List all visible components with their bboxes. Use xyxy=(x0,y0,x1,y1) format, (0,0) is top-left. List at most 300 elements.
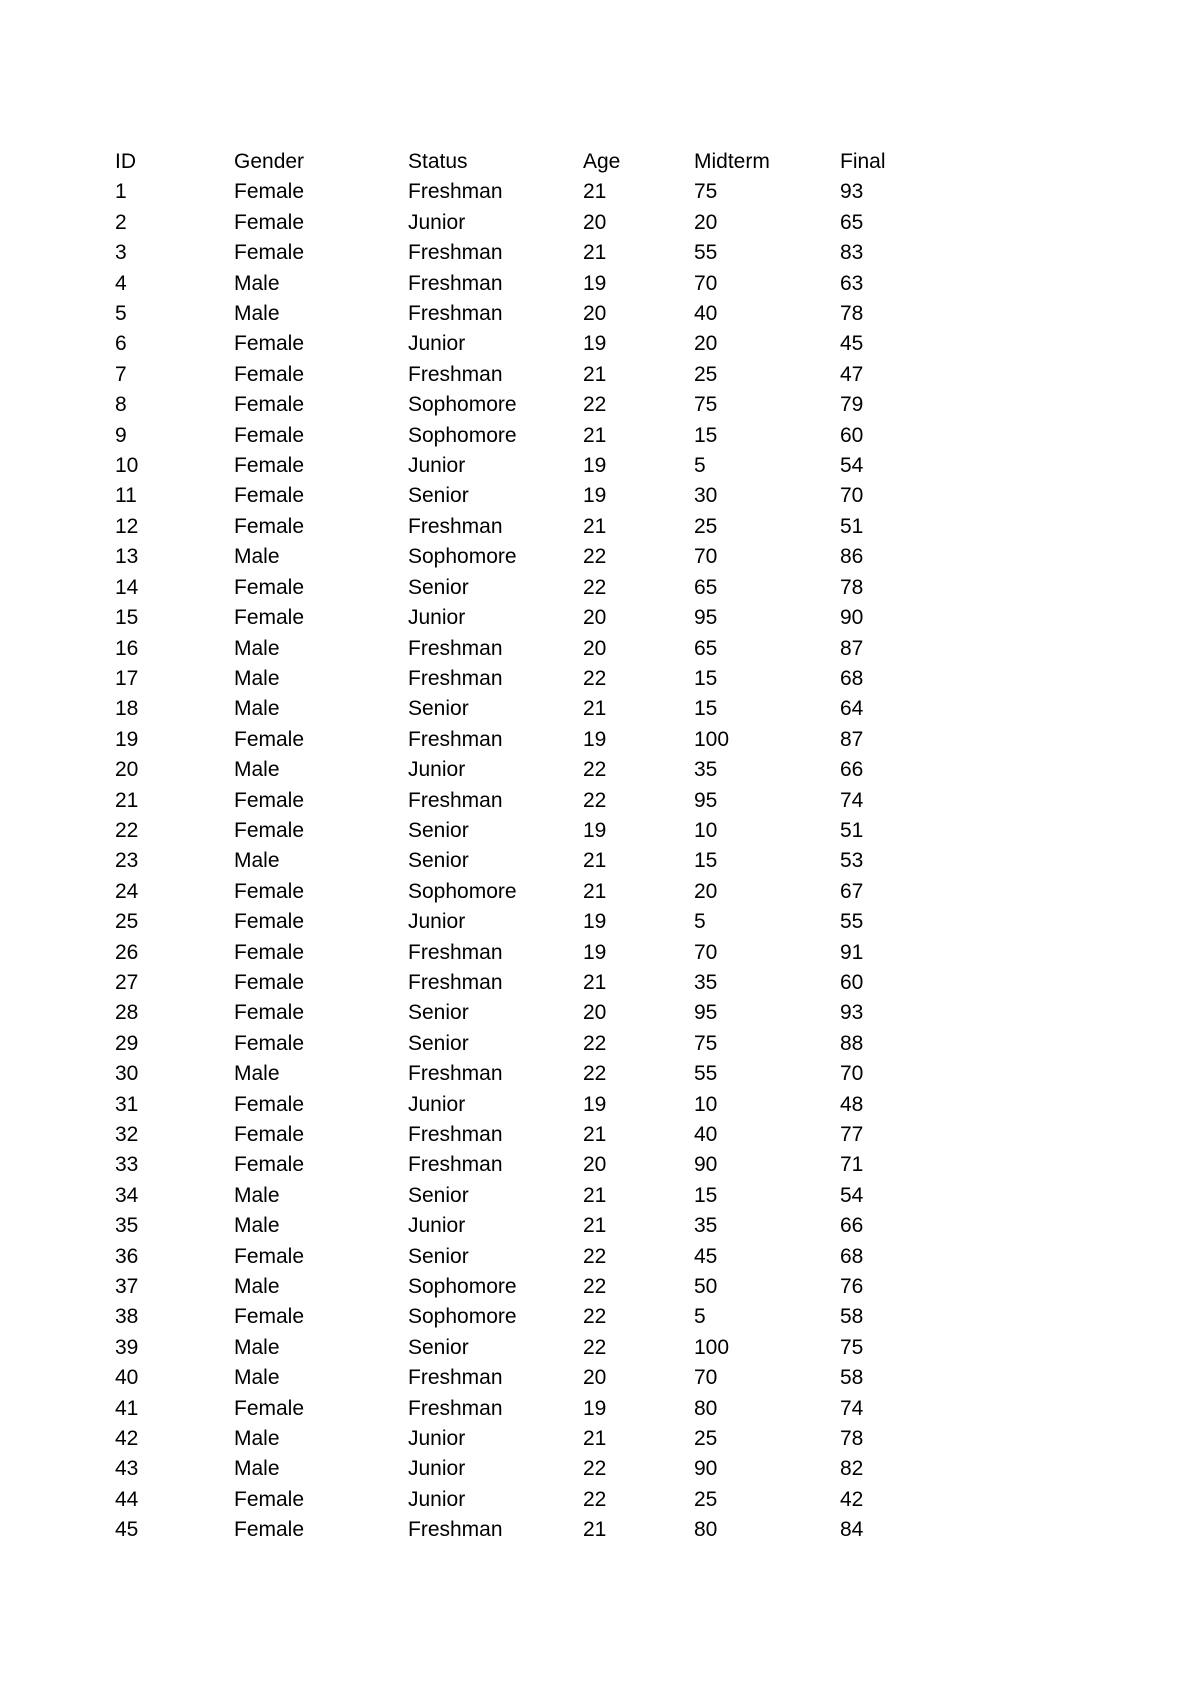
cell-age: 19 xyxy=(583,818,607,842)
cell-gender: Female xyxy=(234,241,305,265)
cell-gender: Female xyxy=(234,484,305,508)
cell-age: 22 xyxy=(583,1487,607,1511)
cell-final: 58 xyxy=(840,1305,864,1329)
cell-status: Freshman xyxy=(408,1366,503,1390)
cell-id: 20 xyxy=(115,758,139,782)
table-row xyxy=(115,1090,960,1120)
table-row xyxy=(115,634,960,664)
cell-id: 6 xyxy=(115,332,127,356)
cell-status: Junior xyxy=(408,1487,466,1511)
header-age: Age xyxy=(583,150,621,173)
header-gender: Gender xyxy=(234,150,305,173)
cell-age: 19 xyxy=(583,332,607,356)
cell-final: 78 xyxy=(840,575,864,599)
cell-final: 70 xyxy=(840,1062,864,1086)
cell-gender: Female xyxy=(234,818,305,842)
cell-final: 78 xyxy=(840,302,864,326)
cell-gender: Male xyxy=(234,271,280,295)
cell-id: 30 xyxy=(115,1062,139,1086)
cell-midterm: 20 xyxy=(694,879,718,903)
cell-status: Senior xyxy=(408,1031,469,1055)
cell-gender: Male xyxy=(234,849,280,873)
cell-midterm: 40 xyxy=(694,302,718,326)
cell-id: 3 xyxy=(115,241,127,265)
cell-age: 20 xyxy=(583,1366,607,1390)
cell-age: 20 xyxy=(583,1001,607,1025)
cell-midterm: 95 xyxy=(694,1001,718,1025)
cell-gender: Male xyxy=(234,1335,280,1359)
cell-status: Freshman xyxy=(408,180,503,204)
cell-age: 20 xyxy=(583,606,607,630)
cell-age: 22 xyxy=(583,393,607,417)
cell-age: 22 xyxy=(583,575,607,599)
cell-status: Freshman xyxy=(408,1153,503,1177)
cell-midterm: 70 xyxy=(694,545,718,569)
cell-status: Senior xyxy=(408,1001,469,1025)
header-final: Final xyxy=(840,150,886,173)
table-row xyxy=(115,664,960,694)
cell-midterm: 5 xyxy=(694,1305,706,1329)
table-row xyxy=(115,998,960,1028)
cell-final: 68 xyxy=(840,666,864,690)
cell-final: 76 xyxy=(840,1275,864,1299)
cell-midterm: 45 xyxy=(694,1244,718,1268)
table-row xyxy=(115,542,960,572)
cell-id: 36 xyxy=(115,1244,139,1268)
cell-id: 22 xyxy=(115,818,139,842)
cell-status: Senior xyxy=(408,849,469,873)
cell-status: Freshman xyxy=(408,362,503,386)
cell-gender: Male xyxy=(234,1214,280,1238)
cell-gender: Female xyxy=(234,514,305,538)
cell-age: 22 xyxy=(583,1244,607,1268)
cell-age: 19 xyxy=(583,271,607,295)
cell-status: Freshman xyxy=(408,514,503,538)
table-row xyxy=(115,755,960,785)
cell-gender: Male xyxy=(234,1062,280,1086)
cell-midterm: 20 xyxy=(694,210,718,234)
table-row xyxy=(115,1181,960,1211)
cell-id: 34 xyxy=(115,1183,139,1207)
cell-age: 21 xyxy=(583,180,607,204)
cell-gender: Male xyxy=(234,1457,280,1481)
cell-age: 22 xyxy=(583,1457,607,1481)
table-row xyxy=(115,603,960,633)
cell-age: 21 xyxy=(583,970,607,994)
cell-age: 21 xyxy=(583,879,607,903)
cell-id: 1 xyxy=(115,180,127,204)
cell-gender: Male xyxy=(234,1275,280,1299)
cell-midterm: 25 xyxy=(694,362,718,386)
cell-gender: Female xyxy=(234,423,305,447)
cell-status: Freshman xyxy=(408,271,503,295)
cell-status: Senior xyxy=(408,1244,469,1268)
cell-midterm: 50 xyxy=(694,1275,718,1299)
table-row xyxy=(115,177,960,207)
cell-id: 27 xyxy=(115,970,139,994)
cell-final: 63 xyxy=(840,271,864,295)
cell-status: Sophomore xyxy=(408,545,517,569)
table-row xyxy=(115,694,960,724)
table-row xyxy=(115,360,960,390)
cell-gender: Female xyxy=(234,1001,305,1025)
cell-gender: Female xyxy=(234,606,305,630)
cell-age: 21 xyxy=(583,1214,607,1238)
cell-final: 51 xyxy=(840,818,864,842)
cell-id: 14 xyxy=(115,575,139,599)
cell-final: 87 xyxy=(840,636,864,660)
table-row xyxy=(115,786,960,816)
cell-midterm: 70 xyxy=(694,1366,718,1390)
cell-gender: Male xyxy=(234,666,280,690)
cell-age: 22 xyxy=(583,1305,607,1329)
cell-gender: Male xyxy=(234,636,280,660)
table-row xyxy=(115,907,960,937)
cell-final: 47 xyxy=(840,362,864,386)
cell-gender: Male xyxy=(234,697,280,721)
cell-age: 19 xyxy=(583,727,607,751)
cell-status: Freshman xyxy=(408,1396,503,1420)
cell-gender: Female xyxy=(234,910,305,934)
table-row xyxy=(115,1454,960,1484)
cell-age: 21 xyxy=(583,423,607,447)
cell-id: 24 xyxy=(115,879,139,903)
cell-status: Junior xyxy=(408,454,466,478)
cell-gender: Male xyxy=(234,545,280,569)
cell-id: 32 xyxy=(115,1123,139,1146)
table-row xyxy=(115,1211,960,1241)
table-row xyxy=(115,1272,960,1302)
cell-midterm: 25 xyxy=(694,514,718,538)
cell-status: Junior xyxy=(408,332,466,356)
table-row xyxy=(115,1029,960,1059)
cell-gender: Female xyxy=(234,1092,305,1116)
student-data-table xyxy=(115,147,960,1546)
cell-midterm: 75 xyxy=(694,1031,718,1055)
cell-id: 19 xyxy=(115,727,139,751)
cell-age: 21 xyxy=(583,1123,607,1146)
table-row xyxy=(115,1059,960,1089)
cell-final: 64 xyxy=(840,697,864,721)
cell-final: 84 xyxy=(840,1518,864,1542)
cell-status: Junior xyxy=(408,210,466,234)
table-row xyxy=(115,1363,960,1393)
cell-status: Freshman xyxy=(408,241,503,265)
table-row xyxy=(115,1120,960,1150)
cell-id: 2 xyxy=(115,210,127,234)
cell-final: 74 xyxy=(840,1396,864,1420)
cell-midterm: 10 xyxy=(694,818,718,842)
cell-status: Sophomore xyxy=(408,423,517,447)
cell-gender: Female xyxy=(234,180,305,204)
table-row xyxy=(115,512,960,542)
cell-final: 53 xyxy=(840,849,864,873)
cell-age: 21 xyxy=(583,514,607,538)
cell-midterm: 65 xyxy=(694,575,718,599)
cell-midterm: 90 xyxy=(694,1457,718,1481)
table-row xyxy=(115,968,960,998)
cell-midterm: 10 xyxy=(694,1092,718,1116)
cell-final: 66 xyxy=(840,1214,864,1238)
cell-age: 21 xyxy=(583,362,607,386)
cell-gender: Female xyxy=(234,210,305,234)
cell-status: Freshman xyxy=(408,788,503,812)
table-row xyxy=(115,1302,960,1332)
cell-status: Freshman xyxy=(408,1062,503,1086)
cell-midterm: 100 xyxy=(694,727,730,751)
cell-final: 45 xyxy=(840,332,864,356)
cell-id: 11 xyxy=(115,484,137,508)
cell-midterm: 55 xyxy=(694,241,718,265)
cell-final: 70 xyxy=(840,484,864,508)
cell-gender: Female xyxy=(234,879,305,903)
cell-status: Junior xyxy=(408,1214,466,1238)
cell-midterm: 15 xyxy=(694,697,718,721)
cell-id: 33 xyxy=(115,1153,139,1177)
cell-gender: Male xyxy=(234,1366,280,1390)
cell-midterm: 15 xyxy=(694,666,718,690)
cell-id: 10 xyxy=(115,454,139,478)
cell-status: Freshman xyxy=(408,1123,503,1146)
cell-gender: Male xyxy=(234,302,280,326)
cell-final: 87 xyxy=(840,727,864,751)
cell-status: Freshman xyxy=(408,970,503,994)
cell-id: 21 xyxy=(115,788,139,812)
cell-final: 91 xyxy=(840,940,864,964)
cell-age: 21 xyxy=(583,241,607,265)
cell-final: 67 xyxy=(840,879,864,903)
cell-status: Freshman xyxy=(408,727,503,751)
cell-midterm: 80 xyxy=(694,1396,718,1420)
cell-gender: Female xyxy=(234,1305,305,1329)
cell-final: 78 xyxy=(840,1427,864,1451)
cell-final: 82 xyxy=(840,1457,864,1481)
cell-final: 60 xyxy=(840,970,864,994)
table-row xyxy=(115,846,960,876)
cell-midterm: 70 xyxy=(694,271,718,295)
cell-status: Freshman xyxy=(408,302,503,326)
header-id: ID xyxy=(115,150,136,173)
cell-id: 38 xyxy=(115,1305,139,1329)
cell-status: Sophomore xyxy=(408,879,517,903)
table-row xyxy=(115,451,960,481)
cell-id: 25 xyxy=(115,910,139,934)
table-row xyxy=(115,1333,960,1363)
cell-gender: Female xyxy=(234,727,305,751)
table-row xyxy=(115,816,960,846)
cell-status: Junior xyxy=(408,1457,466,1481)
cell-id: 4 xyxy=(115,271,127,295)
cell-final: 88 xyxy=(840,1031,864,1055)
cell-age: 19 xyxy=(583,1396,607,1420)
cell-final: 54 xyxy=(840,1183,864,1207)
cell-status: Senior xyxy=(408,484,469,508)
header-midterm: Midterm xyxy=(694,150,770,173)
cell-final: 79 xyxy=(840,393,864,417)
cell-id: 31 xyxy=(115,1092,139,1116)
cell-final: 86 xyxy=(840,545,864,569)
cell-gender: Female xyxy=(234,940,305,964)
cell-gender: Female xyxy=(234,1123,305,1146)
cell-gender: Female xyxy=(234,332,305,356)
cell-status: Freshman xyxy=(408,1518,503,1542)
cell-midterm: 25 xyxy=(694,1487,718,1511)
cell-id: 16 xyxy=(115,636,139,660)
cell-gender: Female xyxy=(234,454,305,478)
cell-final: 93 xyxy=(840,180,864,204)
cell-final: 90 xyxy=(840,606,864,630)
table-header xyxy=(115,147,960,177)
cell-id: 26 xyxy=(115,940,139,964)
cell-id: 44 xyxy=(115,1487,139,1511)
cell-midterm: 15 xyxy=(694,849,718,873)
table-row xyxy=(115,1242,960,1272)
cell-age: 21 xyxy=(583,849,607,873)
cell-gender: Female xyxy=(234,1244,305,1268)
cell-age: 22 xyxy=(583,1275,607,1299)
cell-age: 22 xyxy=(583,1335,607,1359)
cell-midterm: 70 xyxy=(694,940,718,964)
cell-age: 20 xyxy=(583,302,607,326)
cell-status: Freshman xyxy=(408,666,503,690)
cell-midterm: 30 xyxy=(694,484,718,508)
cell-age: 19 xyxy=(583,454,607,478)
cell-gender: Female xyxy=(234,788,305,812)
cell-age: 21 xyxy=(583,697,607,721)
cell-midterm: 95 xyxy=(694,606,718,630)
table-row xyxy=(115,269,960,299)
cell-final: 77 xyxy=(840,1123,864,1146)
cell-midterm: 90 xyxy=(694,1153,718,1177)
cell-midterm: 95 xyxy=(694,788,718,812)
cell-midterm: 15 xyxy=(694,1183,718,1207)
cell-age: 19 xyxy=(583,910,607,934)
cell-id: 15 xyxy=(115,606,139,630)
cell-id: 13 xyxy=(115,545,139,569)
cell-id: 28 xyxy=(115,1001,139,1025)
header-status: Status xyxy=(408,150,468,173)
table-row xyxy=(115,1424,960,1454)
cell-id: 39 xyxy=(115,1335,139,1359)
cell-id: 45 xyxy=(115,1518,139,1542)
cell-id: 40 xyxy=(115,1366,139,1390)
cell-id: 41 xyxy=(115,1396,139,1420)
cell-gender: Female xyxy=(234,1396,305,1420)
cell-status: Junior xyxy=(408,1427,466,1451)
cell-final: 58 xyxy=(840,1366,864,1390)
cell-midterm: 35 xyxy=(694,970,718,994)
cell-gender: Male xyxy=(234,1183,280,1207)
cell-status: Junior xyxy=(408,910,466,934)
cell-id: 23 xyxy=(115,849,139,873)
cell-final: 48 xyxy=(840,1092,864,1116)
cell-gender: Female xyxy=(234,970,305,994)
cell-midterm: 35 xyxy=(694,758,718,782)
cell-status: Freshman xyxy=(408,636,503,660)
cell-age: 20 xyxy=(583,1153,607,1177)
cell-final: 42 xyxy=(840,1487,864,1511)
cell-status: Junior xyxy=(408,1092,466,1116)
table-row xyxy=(115,1394,960,1424)
cell-midterm: 5 xyxy=(694,910,706,934)
cell-age: 19 xyxy=(583,484,607,508)
cell-midterm: 65 xyxy=(694,636,718,660)
cell-midterm: 100 xyxy=(694,1335,730,1359)
table-row xyxy=(115,877,960,907)
cell-gender: Female xyxy=(234,362,305,386)
table-row xyxy=(115,1150,960,1180)
table-row xyxy=(115,725,960,755)
table-row xyxy=(115,390,960,420)
cell-id: 29 xyxy=(115,1031,139,1055)
cell-midterm: 75 xyxy=(694,393,718,417)
cell-midterm: 80 xyxy=(694,1518,718,1542)
cell-midterm: 35 xyxy=(694,1214,718,1238)
table-row xyxy=(115,238,960,268)
cell-age: 22 xyxy=(583,666,607,690)
cell-final: 51 xyxy=(840,514,864,538)
cell-final: 66 xyxy=(840,758,864,782)
cell-age: 19 xyxy=(583,940,607,964)
cell-id: 42 xyxy=(115,1427,139,1451)
cell-midterm: 40 xyxy=(694,1123,718,1146)
cell-final: 60 xyxy=(840,423,864,447)
cell-status: Senior xyxy=(408,818,469,842)
cell-age: 22 xyxy=(583,545,607,569)
cell-id: 12 xyxy=(115,514,139,538)
cell-midterm: 15 xyxy=(694,423,718,447)
cell-gender: Female xyxy=(234,1031,305,1055)
cell-status: Senior xyxy=(408,1183,469,1207)
cell-age: 21 xyxy=(583,1427,607,1451)
cell-final: 93 xyxy=(840,1001,864,1025)
cell-age: 21 xyxy=(583,1183,607,1207)
cell-status: Sophomore xyxy=(408,1275,517,1299)
cell-gender: Female xyxy=(234,393,305,417)
table-row xyxy=(115,299,960,329)
cell-final: 71 xyxy=(840,1153,864,1177)
table-row xyxy=(115,573,960,603)
cell-status: Junior xyxy=(408,758,466,782)
cell-final: 54 xyxy=(840,454,864,478)
cell-final: 74 xyxy=(840,788,864,812)
cell-id: 5 xyxy=(115,302,127,326)
cell-id: 17 xyxy=(115,666,139,690)
cell-age: 21 xyxy=(583,1518,607,1542)
cell-midterm: 75 xyxy=(694,180,718,204)
cell-age: 22 xyxy=(583,1031,607,1055)
cell-id: 7 xyxy=(115,362,127,386)
cell-midterm: 20 xyxy=(694,332,718,356)
cell-gender: Female xyxy=(234,575,305,599)
cell-midterm: 55 xyxy=(694,1062,718,1086)
table-row xyxy=(115,1485,960,1515)
cell-final: 75 xyxy=(840,1335,864,1359)
cell-age: 20 xyxy=(583,210,607,234)
cell-age: 19 xyxy=(583,1092,607,1116)
cell-status: Senior xyxy=(408,697,469,721)
cell-midterm: 5 xyxy=(694,454,706,478)
cell-status: Freshman xyxy=(408,940,503,964)
cell-status: Sophomore xyxy=(408,393,517,417)
cell-gender: Male xyxy=(234,1427,280,1451)
cell-age: 20 xyxy=(583,636,607,660)
cell-status: Junior xyxy=(408,606,466,630)
table-body xyxy=(115,177,960,1545)
cell-id: 8 xyxy=(115,393,127,417)
cell-id: 18 xyxy=(115,697,139,721)
table-row xyxy=(115,938,960,968)
